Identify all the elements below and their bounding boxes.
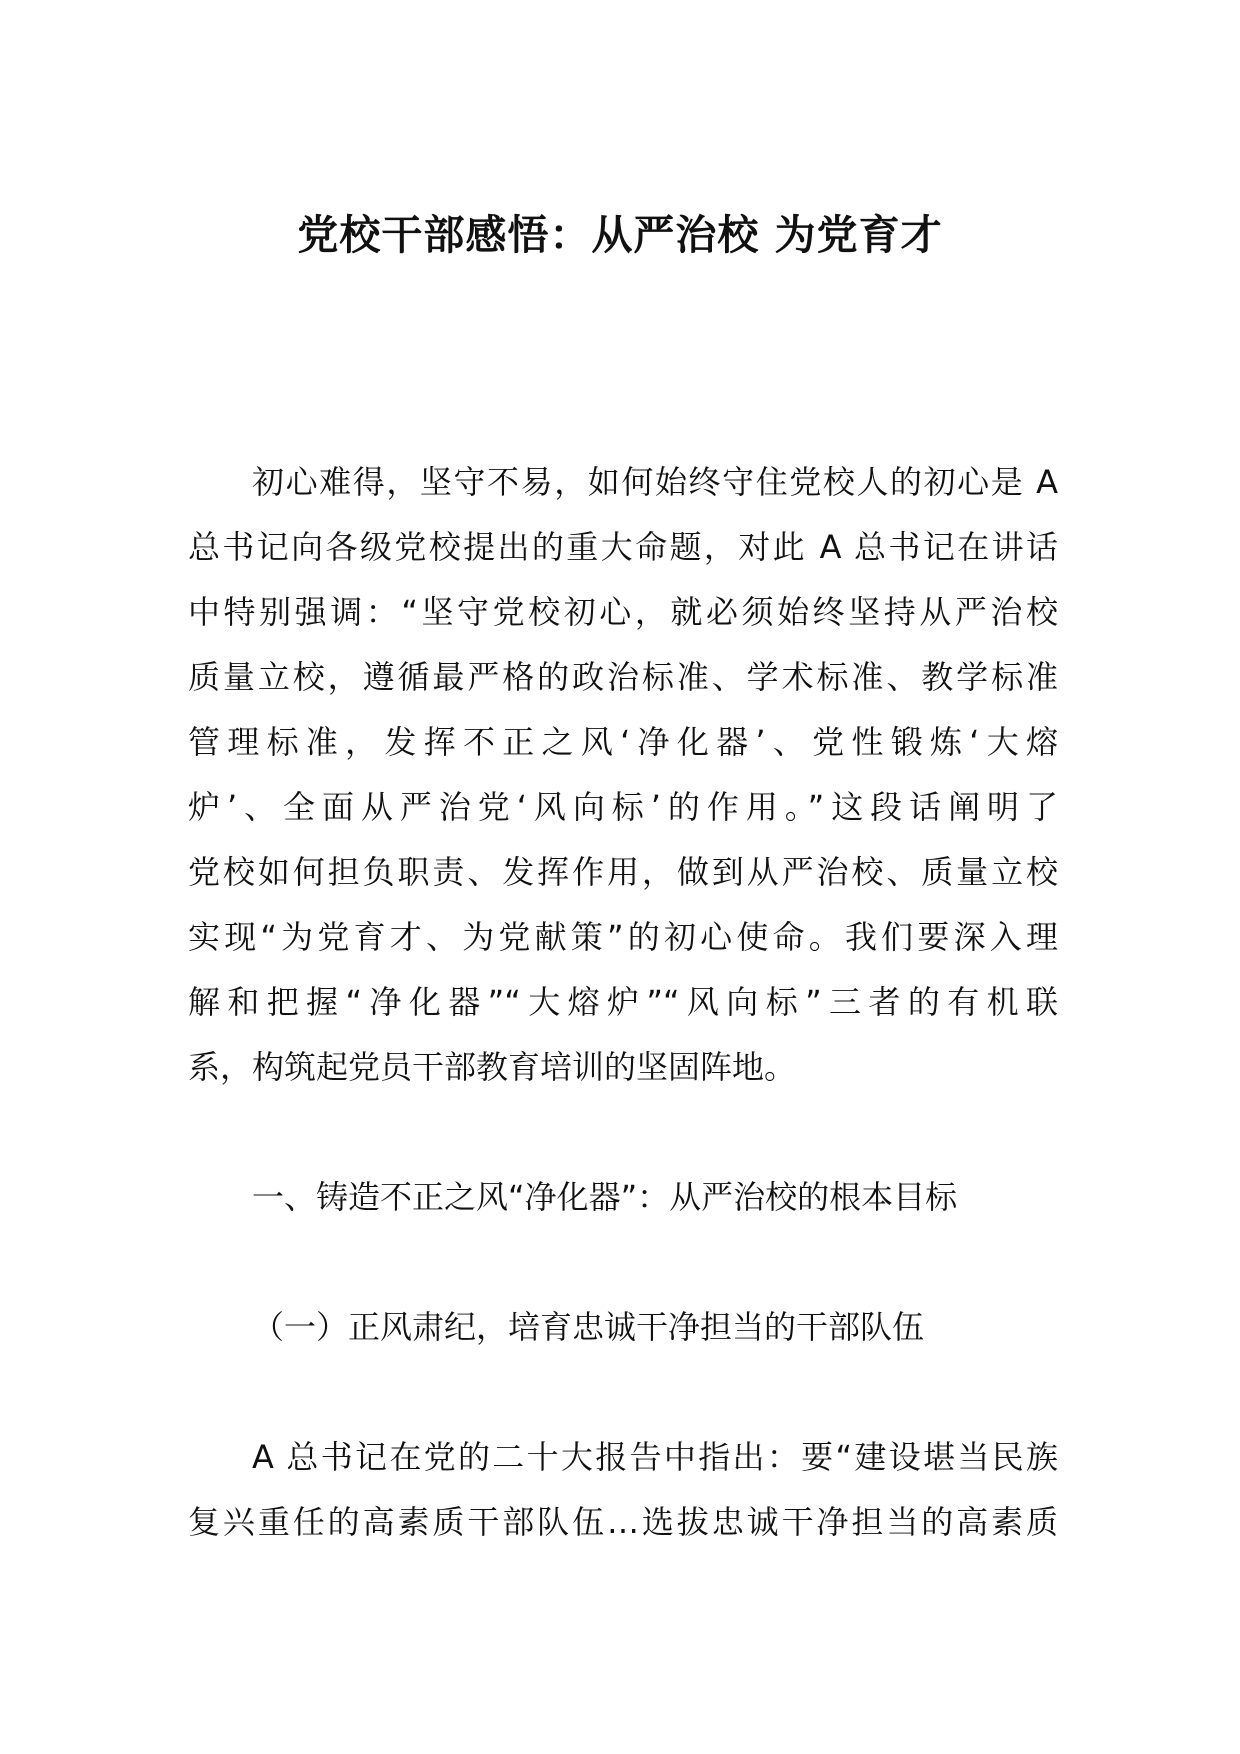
body-paragraph [188,1425,1058,1555]
paragraph-line: 炉’、全面从严治党‘风向标’的作用。”这段话阐明了 [188,788,1058,826]
paragraph-line: 总书记向各级党校提出的重大命题，对此 A 总书记在讲话 [188,528,1058,566]
document-title: 党校干部感悟：从严治校 为党育才 [297,211,943,259]
paragraph-line: 中特别强调：“坚守党校初心，就必须始终坚持从严治校 [188,593,1058,631]
paragraph-line: 管理标准，发挥不正之风‘净化器’、党性锻炼‘大熔 [188,723,1058,761]
paragraph-line: 解和把握“净化器”“大熔炉”“风向标”三者的有机联 [188,983,1058,1021]
paragraph-line: A 总书记在党的二十大报告中指出：要“建设堪当民族 [252,1438,1058,1476]
subsection-heading [188,1295,1058,1360]
subsection-heading-text: （一）正风肃纪，培育忠诚干净担当的干部队伍 [252,1308,925,1346]
paragraph-line: 党校如何担负职责、发挥作用，做到从严治校、质量立校 [188,853,1058,891]
section-heading [188,1165,1058,1230]
section-heading-text: 一、铸造不正之风“净化器”：从严治校的根本目标 [252,1178,958,1216]
paragraph-line: 系，构筑起党员干部教育培训的坚固阵地。 [188,1048,797,1086]
paragraph-line: 质量立校，遵循最严格的政治标准、学术标准、教学标准 [188,658,1058,696]
paragraph-line: 复兴重任的高素质干部队伍…选拔忠诚干净担当的高素质 [188,1503,1058,1541]
paragraph-line: 初心难得，坚守不易，如何始终守住党校人的初心是 A [252,463,1058,501]
paragraph-line: 实现“为党育才、为党献策”的初心使命。我们要深入理 [188,918,1058,956]
intro-paragraph [188,450,1058,1100]
